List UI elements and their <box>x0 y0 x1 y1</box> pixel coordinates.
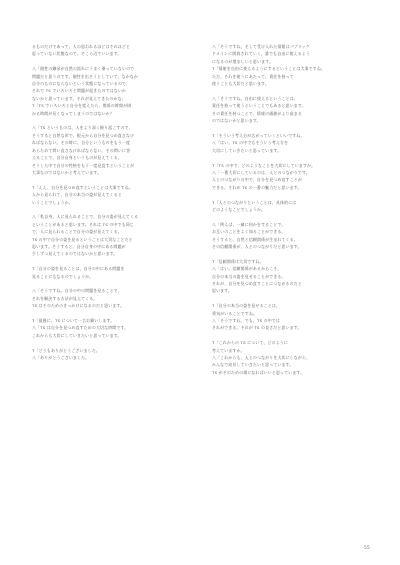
text-line: 八「これからも、人とのつながりを大切にしながら、 <box>212 355 311 361</box>
text-line: ればならない。その時に、自分というものをもう一度 <box>32 140 131 146</box>
paragraph-gap <box>212 295 370 302</box>
paragraph-gap <box>32 117 190 124</box>
text-line: 八「TS というものは、人をより深く掘り起こすので、 <box>32 125 133 131</box>
text-line: それができる。それが TS の良さだと思います。 <box>212 325 302 331</box>
text-line: 考えていますか。 <box>212 347 245 353</box>
text-line: ただ、それを使うにあたって、責任を持って <box>212 73 294 79</box>
text-line: 八「はい。信頼関係があるからこそ、 <box>212 266 282 272</box>
paragraph-gap <box>32 206 190 213</box>
text-line: 問題だと思うのです。個性を出そうとしていて、なかなか <box>32 73 138 79</box>
text-line: 八「そうですね。そして受け入れた情報はパブリック <box>212 44 310 49</box>
text-line: になるのが望ましいと思います。 <box>212 58 274 64</box>
left-text-column <box>32 43 190 361</box>
text-line: 八「TS は自分を見つめ直すための大切な時間です。 <box>32 325 129 331</box>
text-line: 自分の本当の姿を見せることができる。 <box>212 273 286 279</box>
text-line: これからも大切にしていきたいと思っています。 <box>32 332 122 338</box>
paragraph-gap <box>32 339 190 346</box>
text-line: T「どうもありがとうございました。 <box>32 347 101 353</box>
text-line: 自分のものにならないという状態になっているので、 <box>32 81 131 87</box>
text-line: 思います。 <box>212 288 233 294</box>
text-line: ということがあると思います。それは TS の中でも同じ <box>32 221 134 227</box>
text-line: えることで、自分自身というものが見えてくる。 <box>32 155 122 161</box>
text-line: 八「一番大切にしているのは、人とのつながりです。 <box>212 169 310 175</box>
text-line: T「これからの TS について、どのように <box>212 340 288 346</box>
text-line: それで TS でいろいろと問題が起きたのではないか <box>32 88 127 94</box>
text-line: 八「例えば、一緒に何かをすることで、 <box>212 221 286 227</box>
text-line: 少しずつ見えてくるのではないかと思います。 <box>32 251 118 257</box>
text-line: TS の中で自分の姿を見るということは大切なことだと <box>32 236 133 242</box>
text-line: かる時間が長くなってしまうのではないか？ <box>32 110 114 116</box>
text-line: 人とのつながりの中で、自分を見つめ直すことが <box>212 177 302 183</box>
text-line: T「ええ、自分を見つめ直すということは大事ですね。 <box>32 184 133 190</box>
text-line: T「そういう考え方が広がっていくといいですね。 <box>212 132 305 138</box>
page-number: 55 <box>364 546 370 551</box>
text-line: 八「そうですね。自由に使えるということは、 <box>212 95 298 101</box>
text-line: ないかと思っています。それが見えてきたのかな」 <box>32 95 126 101</box>
text-line: T「人とのつながりということは、具体的には <box>212 199 297 205</box>
text-line: T「TS でいろいろと自分を変えたら、関係の時間が掛 <box>32 103 132 109</box>
text-line: ドメインに開放されていく。誰でも自由に使えるよう <box>212 51 310 57</box>
paragraph-gap <box>212 332 370 339</box>
paragraph-gap <box>32 58 190 65</box>
text-line: TS はそのためのきっかけになるのだと思います。 <box>32 303 125 309</box>
paragraph-gap <box>32 258 190 265</box>
text-line: 使うことも大切だと思います。 <box>212 81 269 87</box>
text-line: T「TS の中で、どのようなことを大切にしていますか。 <box>212 162 316 168</box>
paragraph-gap <box>212 191 370 198</box>
text-line: お互いのことをよく知ることができる。 <box>212 229 286 235</box>
text-line: 見ることにもなるのでしょうか。 <box>32 273 94 279</box>
text-line: 大事なのではないかと考えています。 <box>32 169 102 175</box>
text-line: のではないかと思います。 <box>212 118 261 124</box>
paragraph-gap <box>212 154 370 161</box>
text-line: 八「ありがとうございました。 <box>32 355 90 361</box>
text-line: それを解決する方法が見えてくる。 <box>32 295 98 301</box>
text-line: T「自分の本当の姿を見せることは、 <box>212 303 281 309</box>
text-line: T「情報を自由に使えるようにするということは大事ですね。 <box>212 66 326 72</box>
text-line: 八「そうですね。でも、TS の中では <box>212 318 281 324</box>
text-line: いうことでしょうか。 <box>32 199 73 205</box>
text-line: で、人に見られることで自分の姿が見えてくる。 <box>32 229 122 235</box>
text-line: あらためて問い直さなければならない。その問いに答 <box>32 147 131 153</box>
text-line: どのようなことでしょうか。 <box>212 206 266 212</box>
text-line: 責任を持って使うということでもあると思います。 <box>212 103 306 109</box>
text-line: その信頼関係が、人とのつながりだと思います。 <box>212 243 302 249</box>
right-text-column <box>212 43 370 376</box>
text-line: TS がそのための場になればいいと思っています。 <box>212 369 305 375</box>
text-line: そうした中で自分の性格をもう一度見直すということが <box>32 162 135 168</box>
text-line: そうすると自然な形で、根元から自分を見つめ直さなけ <box>32 132 135 138</box>
text-line: それが、自分を見つめ直すことにつながるのだと <box>212 281 302 286</box>
text-line: るものだけであって、人の思われるほどはそれほどと <box>32 44 131 49</box>
text-line: 八「そうですね。自分の中の問題を見ることで、 <box>32 288 122 294</box>
text-line: 八「個性の継承が自然の流れにうまく乗っていないので <box>32 66 135 72</box>
paragraph-gap <box>212 213 370 220</box>
paragraph-gap <box>212 124 370 131</box>
text-line: T「信頼関係は大切ですね。 <box>212 258 264 264</box>
text-line: 八「私自身、人に見られることで、自分の姿が見えてくる <box>32 214 139 220</box>
text-line: 勇気がいることですね。 <box>212 310 257 316</box>
text-line: 大切にしていきたいと思っています。 <box>212 147 282 153</box>
text-line: その責任を持つことで、情報の価値がより高まる <box>212 110 302 116</box>
text-line: できる。それが TS の一番の魅力だと思います。 <box>212 184 302 190</box>
paragraph-gap <box>212 87 370 94</box>
paragraph-gap <box>32 280 190 287</box>
text-line: みんなで成長していきたいと思っています。 <box>212 362 294 368</box>
text-line: 八「はい。TS の中でもそういう考え方を <box>212 140 289 146</box>
paragraph-gap <box>32 176 190 183</box>
text-line: 思っていない状態なので、そこら辺でいいます。 <box>32 51 122 57</box>
paragraph-gap <box>32 310 190 317</box>
text-line: T「自分の姿を見ることは、自分の中にある問題を <box>32 266 125 272</box>
text-line: T「最後に、TS について一言お願いします。 <box>32 318 115 324</box>
text-line: 思います。そうすると、自分自身の中にある問題が <box>32 243 126 249</box>
paragraph-gap <box>212 250 370 257</box>
text-line: 人から見られて、自分の本当の姿が見えてくると <box>32 192 122 198</box>
text-line: そうすると、自然と信頼関係が生まれてくる。 <box>212 236 298 242</box>
